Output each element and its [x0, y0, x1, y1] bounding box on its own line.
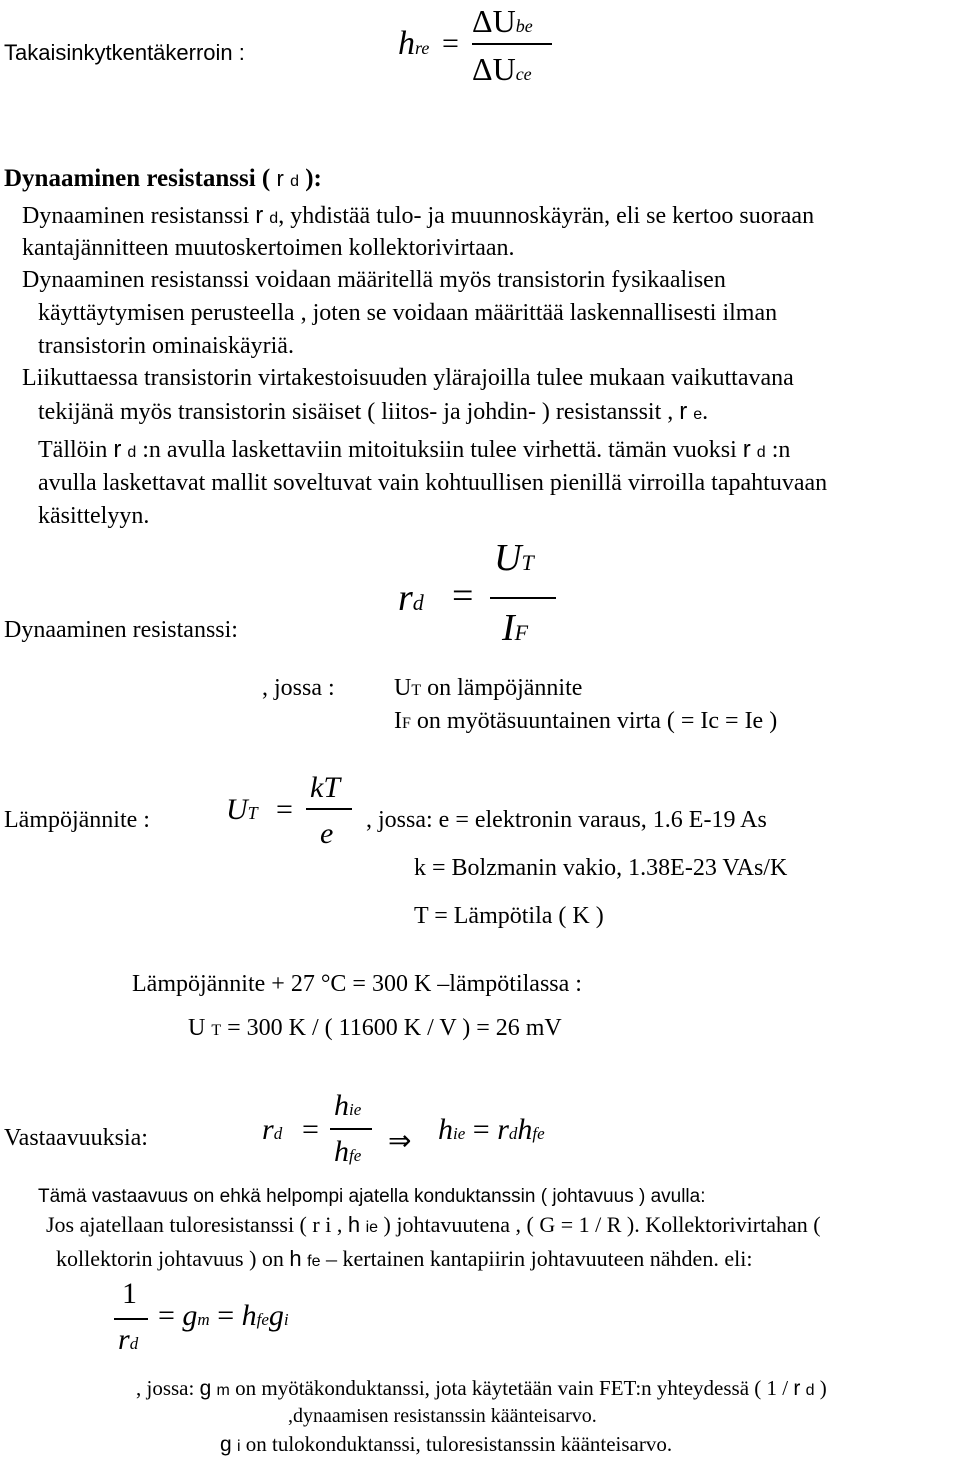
rd-jossa: , jossa : [262, 675, 335, 701]
implies-arrow-icon: ⇒ [388, 1125, 412, 1156]
p3-line3: Tällöin r d :n avulla laskettaviin mitoituksiin tulee virhettä. tämän vuoksi r d :n [38, 436, 791, 463]
hre-numerator: ΔUbe [472, 3, 533, 39]
takaisin-label: Takaisinkytkentäkerroin : [4, 40, 245, 65]
rd-label: Dynaaminen resistanssi: [4, 617, 238, 643]
gm-denominator: rd [118, 1323, 139, 1356]
p5-line2: ,dynaamisen resistanssin käänteisarvo. [288, 1405, 597, 1427]
vast-numerator: hie [334, 1089, 362, 1122]
hre-symbol: hre [398, 25, 430, 62]
section-heading: Dynaaminen resistanssi ( r d ): [4, 165, 322, 192]
ut-label: Lämpöjännite : [4, 807, 150, 833]
ut-def-t: T = Lämpötila ( K ) [414, 903, 604, 929]
p3-line2: tekijänä myös transistorin sisäiset ( liitos- ja johdin- ) resistanssit , r e. [38, 398, 709, 425]
hre-denominator: ΔUce [472, 51, 532, 87]
p1-line2: kantajännitteen muutoskertoimen kollektorivirtaan. [22, 235, 515, 261]
p2-line2: käyttäytymisen perusteella , joten se voidaan määrittää laskennallisesti ilman [38, 300, 778, 326]
vast-denominator: hfe [334, 1135, 362, 1168]
p3-line4: avulla laskettavat mallit soveltuvat vain kohtuullisen pienillä virroilla tapahtuvaan [38, 470, 828, 496]
ut-symbol: UT [226, 793, 258, 826]
gm-numerator: 1 [122, 1277, 137, 1310]
ut-denominator: e [320, 817, 334, 850]
p2-line1: Dynaaminen resistanssi voidaan määritellä myös transistorin fysikaalisen [22, 267, 726, 293]
vast-label: Vastaavuuksia: [4, 1125, 148, 1151]
rd-equals: = [452, 575, 474, 617]
rd-def-if: IF on myötäsuuntainen virta ( = Ic = Ie ) [394, 708, 778, 734]
vast-fraction-bar [330, 1128, 372, 1130]
p4-line3: kollektorin johtavuus ) on h fe – kertainen kantapiirin johtavuuteen nähden. eli: [56, 1246, 753, 1271]
ut-def-e: , jossa: e = elektronin varaus, 1.6 E-19 As [366, 807, 767, 833]
ut-fraction-bar [306, 808, 352, 810]
lampo-line1: Lämpöjännite + 27 °C = 300 K –lämpötilassa : [132, 971, 582, 997]
p4-line1: Tämä vastaavuus on ehkä helpompi ajatella konduktanssin ( johtavuus ) avulla: [38, 1186, 706, 1207]
p3-line1: Liikuttaessa transistorin virtakestoisuuden ylärajoilla tulee mukaan vaikuttavana [22, 365, 794, 391]
hre-fraction-bar [472, 43, 552, 45]
p2-line3: transistorin ominaiskäyriä. [38, 333, 294, 359]
p5-line1: , jossa: g m on myötäkonduktanssi, jota käytetään vain FET:n yhteydessä ( 1 / r d ) [136, 1376, 827, 1400]
ut-numerator: kT [310, 771, 340, 804]
rd-symbol: rd [398, 577, 424, 619]
gm-rhs: = gm = hfegi [158, 1299, 289, 1332]
ut-equals: = [276, 793, 293, 826]
p1-line1: Dynaaminen resistanssi r d, yhdistää tulo- ja muunnoskäyrän, eli se kertoo suoraan [22, 202, 815, 229]
lampo-line2: U T = 300 K / ( 11600 K / V ) = 26 mV [188, 1015, 562, 1041]
gm-fraction-bar [114, 1318, 148, 1320]
vast-equals: = [302, 1113, 319, 1146]
p3-line5: käsittelyyn. [38, 503, 150, 529]
vast-rhs: hie = rdhfe [438, 1113, 545, 1146]
hre-equals: = [442, 27, 459, 60]
rd-fraction-bar [490, 597, 556, 599]
vast-rd: rd [262, 1113, 283, 1146]
rd-denominator: IF [502, 607, 529, 649]
ut-def-k: k = Bolzmanin vakio, 1.38E-23 VAs/K [414, 855, 788, 881]
p4-line2: Jos ajatellaan tuloresistanssi ( r i , h ie ) johtavuutena , ( G = 1 / R ). Kollektorivirtahan ( [46, 1212, 821, 1237]
rd-def-ut: UT on lämpöjännite [394, 675, 583, 701]
rd-numerator: UT [494, 537, 534, 579]
p5-line3: g i on tulokonduktanssi, tuloresistanssin käänteisarvo. [220, 1432, 673, 1456]
